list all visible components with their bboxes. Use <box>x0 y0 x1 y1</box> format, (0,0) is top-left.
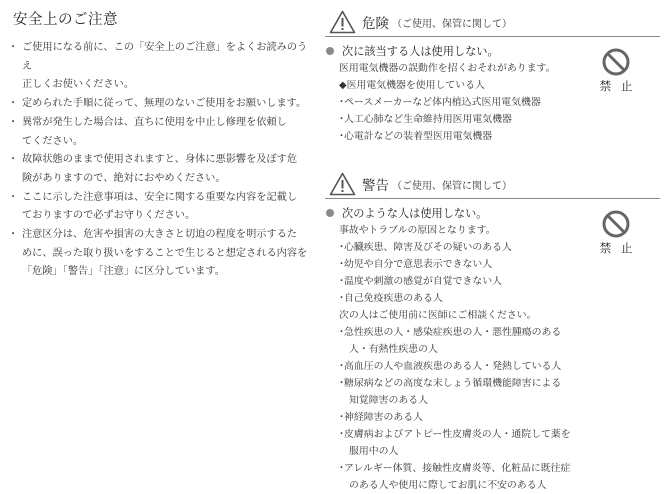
danger-lines <box>325 60 594 145</box>
precaution-line: ・ 異常が発生した場合は、直ちに使用を中止し修理を依頼し <box>22 116 287 128</box>
warning-line: 人・有熱性疾患の人 <box>349 344 438 355</box>
prohibition-icon <box>601 209 631 239</box>
warning-line: ･幼児や自分で意思表示できない人 <box>339 259 493 270</box>
warning-line: ･自己免疫疾患のある人 <box>339 293 443 304</box>
warning-line: ･皮膚病およびアトピー性皮膚炎の人・通院して薬を <box>339 429 571 440</box>
warning-body <box>325 199 660 494</box>
warning-line: ･アレルギー体質、接触性皮膚炎等、化粧品に既往症 <box>339 463 571 474</box>
general-precautions <box>10 8 310 282</box>
precaution-item <box>10 114 310 151</box>
warning-lead-text: 次のような人は使用しない。 <box>342 206 488 220</box>
precaution-line: 正しくお使いください。 <box>22 79 135 91</box>
prohibition-icon <box>601 47 631 77</box>
warning-header <box>325 170 660 199</box>
precaution-item <box>10 189 310 226</box>
precaution-line: てください。 <box>22 135 84 147</box>
prohibit-label: 禁 止 <box>599 241 636 255</box>
precaution-list <box>10 39 310 282</box>
warning-lines <box>325 222 594 494</box>
warning-line: ･急性疾患の人・感染症疾患の人・悪性腫瘍のある <box>339 327 562 338</box>
danger-title: 危険 <box>362 16 389 32</box>
danger-line: ･人工心肺など生命維持用医用電気機器 <box>339 114 512 125</box>
warning-triangle-icon <box>329 172 356 196</box>
warning-prohibit <box>592 209 640 256</box>
warning-line: ･糖尿病などの高度な末しょう循環機能障害による <box>339 378 562 389</box>
warning-line: ･神経障害のある人 <box>339 412 423 423</box>
warning-title: 警告 <box>362 178 389 194</box>
precaution-line: ・ ご使用になる前に、この「安全上のご注意」をよくお読みのうえ <box>22 42 308 72</box>
danger-line: ･心電計などの装着型医用電気機器 <box>339 131 493 142</box>
bullet-dot-icon <box>326 47 334 55</box>
danger-prohibit <box>592 47 640 94</box>
prohibit-label: 禁 止 <box>599 79 636 93</box>
precaution-line: めに、誤った取り扱いをすることで生じると想定される内容を <box>22 247 308 259</box>
precaution-line: ・ 定められた手順に従って、無理のないご使用をお願いします。 <box>22 98 307 110</box>
precaution-line: ・ 故障状態のままで使用されますと、身体に悪影響を及ぼす危 <box>22 154 298 166</box>
warning-subtitle: （ご使用、保管に関して） <box>392 180 512 192</box>
danger-body <box>325 37 660 145</box>
warning-line: 事故やトラブルの原因となります。 <box>339 225 496 236</box>
precaution-item <box>10 39 310 95</box>
warning-triangle-icon <box>329 10 356 34</box>
precaution-line: 「危険」「警告」「注意」に区分しています。 <box>22 266 225 278</box>
section-title: 安全上のご注意 <box>13 12 118 28</box>
warning-line: 知覚障害のある人 <box>349 395 429 406</box>
warning-line: ･心臓疾患、障害及びその疑いのある人 <box>339 242 512 253</box>
danger-line: ･ペースメーカーなど体内植込式医用電気機器 <box>339 97 541 108</box>
warning-line: 次の人はご使用前に医師にご相談ください。 <box>339 310 537 321</box>
danger-header <box>325 8 660 37</box>
warning-line: のある人や使用に際してお肌に不安のある人 <box>349 480 547 491</box>
precaution-item <box>10 226 310 282</box>
danger-subtitle: （ご使用、保管に関して） <box>392 18 512 30</box>
danger-line: ◆医用電気機器を使用している人 <box>339 80 485 91</box>
danger-section <box>325 8 660 145</box>
danger-lead-text: 次に該当する人は使用しない。 <box>342 44 499 58</box>
precaution-item <box>10 151 310 188</box>
precaution-line: ておりますので必ずお守りください。 <box>22 210 196 222</box>
warning-line: ･温度や刺激の感覚が自覚できない人 <box>339 276 502 287</box>
warning-line: 服用中の人 <box>349 446 399 457</box>
bullet-dot-icon <box>326 209 334 217</box>
warning-section <box>325 170 660 494</box>
precaution-line: 険がありますので、絶対におやめください。 <box>22 172 226 184</box>
precaution-item <box>10 95 310 114</box>
precaution-line: ・ 注意区分は、危害や損害の大きさと切迫の程度を明示するた <box>22 229 298 241</box>
danger-line: 医用電気機器の誤動作を招くおそれがあります。 <box>339 63 556 74</box>
precaution-line: ・ ここに示した注意事項は、安全に関する重要な内容を記載し <box>22 191 298 203</box>
warning-line: ･高血圧の人や血液疾患のある人・発熱している人 <box>339 361 562 372</box>
